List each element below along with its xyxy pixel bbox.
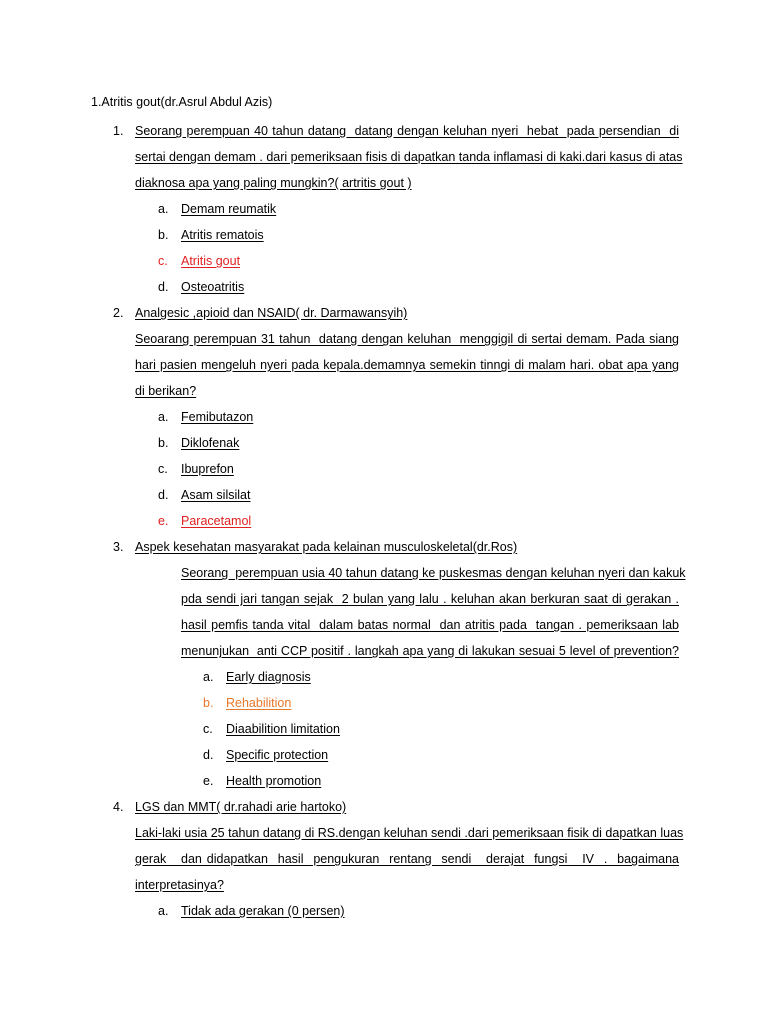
q1-option-d: Osteoatritis (181, 280, 245, 294)
q3-option-e-letter: e. (203, 774, 214, 788)
question-1-text-line-1: Seorang perempuan 40 tahun datang datang dengan keluhan nyeri hebat pada persendian di (135, 124, 679, 138)
q3-option-d-letter: d. (203, 748, 214, 762)
q1-option-c-letter: c. (158, 254, 168, 268)
question-3-text-line-1: Seorang perempuan usia 40 tahun datang ke puskesmas dengan keluhan nyeri dan kakuk (181, 566, 686, 580)
q3-option-c: Diaabilition limitation (226, 722, 340, 736)
q3-option-b-letter: b. (203, 696, 214, 710)
q2-option-a: Femibutazon (181, 410, 254, 424)
question-4-text-line-1: Laki-laki usia 25 tahun datang di RS.dengan keluhan sendi .dari pemeriksaan fisik di dapatkan luas (135, 826, 684, 840)
q1-option-c-answer: Atritis gout (181, 254, 241, 268)
question-2-text-line-3: di berikan? (135, 384, 197, 398)
q4-option-a: Tidak ada gerakan (0 persen) (181, 904, 345, 918)
q1-option-a: Demam reumatik (181, 202, 277, 216)
question-4-text-line-2: gerak dan didapatkan hasil pengukuran rentang sendi derajat fungsi IV . bagaimana (135, 852, 679, 866)
question-2-title: Analgesic ,apioid dan NSAID( dr. Darmawansyih) (135, 306, 408, 320)
question-4-text-line-3: interpretasinya? (135, 878, 224, 892)
q3-option-b-answer: Rehabilition (226, 696, 292, 710)
question-1-text-line-2: sertai dengan demam . dari pemeriksaan fisis di dapatkan tanda inflamasi di kaki.dari kasus di atas (135, 150, 683, 164)
q3-option-a-letter: a. (203, 670, 214, 684)
q2-option-b-letter: b. (158, 436, 169, 450)
question-3-title: Aspek kesehatan masyarakat pada kelainan musculoskeletal(dr.Ros) (135, 540, 518, 554)
q1-option-b: Atritis rematois (181, 228, 264, 242)
q2-option-a-letter: a. (158, 410, 169, 424)
q2-option-c: Ibuprefon (181, 462, 234, 476)
question-3-number: 3. (113, 540, 124, 554)
question-2-text-line-1: Seoarang perempuan 31 tahun datang dengan keluhan menggigil di sertai demam. Pada siang (135, 332, 679, 346)
q2-option-b: Diklofenak (181, 436, 240, 450)
question-1-number: 1. (113, 124, 124, 138)
q3-option-d: Specific protection (226, 748, 329, 762)
question-4-title: LGS dan MMT( dr.rahadi arie hartoko) (135, 800, 347, 814)
q2-option-d: Asam silsilat (181, 488, 251, 502)
question-2-number: 2. (113, 306, 124, 320)
q2-option-e-answer: Paracetamol (181, 514, 252, 528)
q2-option-d-letter: d. (158, 488, 169, 502)
question-3-text-line-2: pda sendi jari tangan sejak 2 bulan yang lalu . keluhan akan berkuran saat di gerakan . (181, 592, 679, 606)
q2-option-c-letter: c. (158, 462, 168, 476)
question-3-text-line-3: hasil pemfis tanda vital dalam batas normal dan atritis pada tangan . pemeriksaan lab (181, 618, 679, 632)
q3-option-e: Health promotion (226, 774, 322, 788)
question-4-number: 4. (113, 800, 124, 814)
question-2-text-line-2: hari pasien mengeluh nyeri pada kepala.demamnya semekin tinngi di malam hari. obat apa yang (135, 358, 679, 372)
q2-option-e-letter: e. (158, 514, 169, 528)
q1-option-a-letter: a. (158, 202, 169, 216)
q1-option-b-letter: b. (158, 228, 169, 242)
section-heading: 1.Atritis gout(dr.Asrul Abdul Azis) (91, 95, 273, 109)
question-1-text-line-3: diaknosa apa yang paling mungkin?( artritis gout ) (135, 176, 412, 190)
question-3-text-line-4: menunjukan anti CCP positif . langkah apa yang di lakukan sesuai 5 level of prevention? (181, 644, 679, 658)
q3-option-a: Early diagnosis (226, 670, 311, 684)
q1-option-d-letter: d. (158, 280, 169, 294)
q4-option-a-letter: a. (158, 904, 169, 918)
q3-option-c-letter: c. (203, 722, 213, 736)
